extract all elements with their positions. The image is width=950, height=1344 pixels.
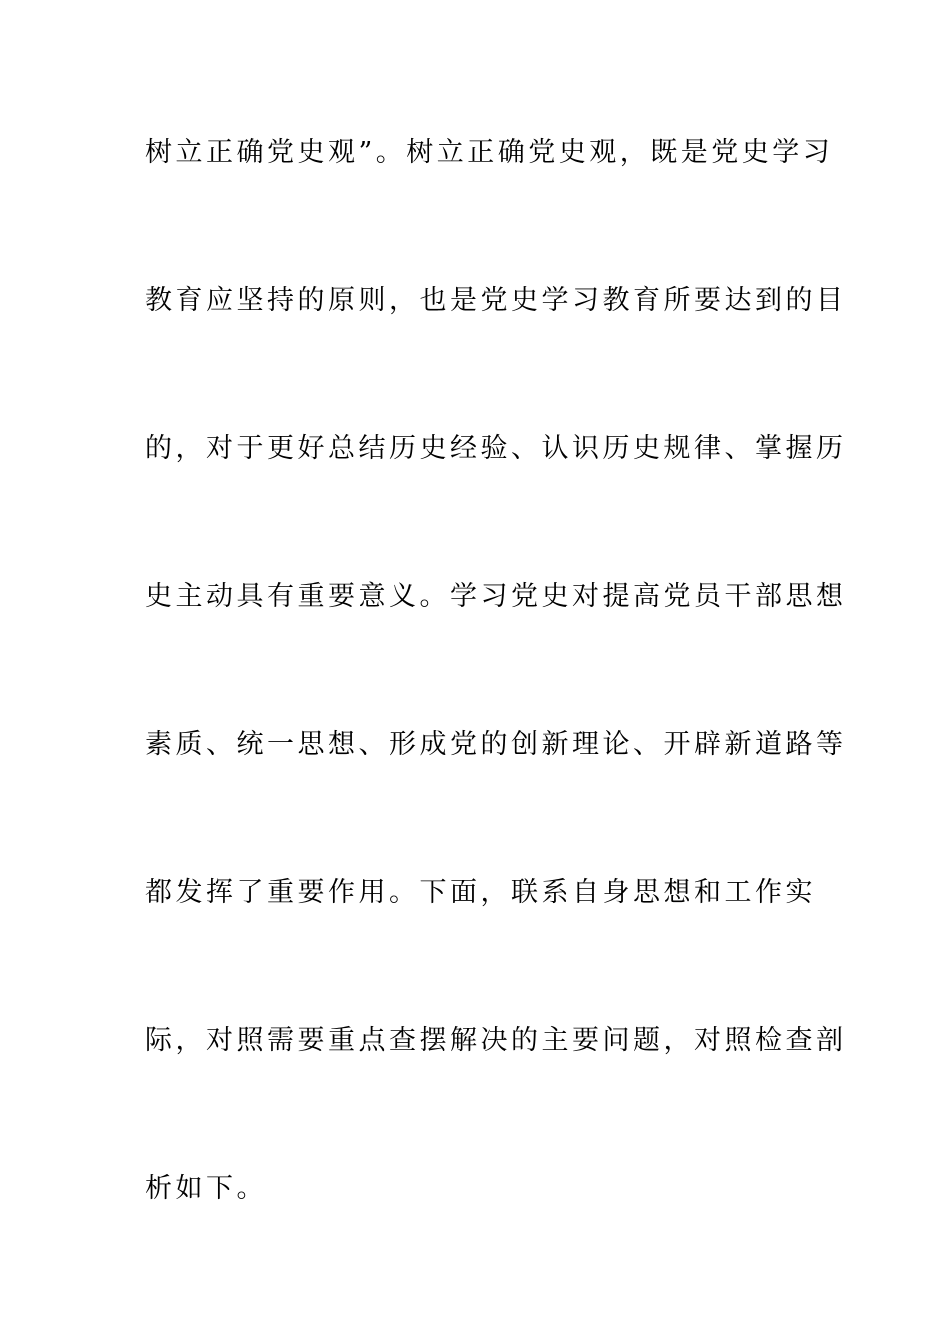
paragraph-line: 都发挥了重要作用。下面，联系自身思想和工作实: [145, 877, 816, 908]
paragraph-line: 史主动具有重要意义。学习党史对提高党员干部思想: [145, 581, 847, 612]
paragraph-line: 素质、统一思想、形成党的创新理论、开辟新道路等: [145, 729, 847, 760]
paragraph-line: 教育应坚持的原则，也是党史学习教育所要达到的目: [145, 285, 847, 316]
paragraph-line: 际，对照需要重点查摆解决的主要问题，对照检查剖: [145, 1025, 847, 1056]
paragraph-line: 的，对于更好总结历史经验、认识历史规律、掌握历: [145, 433, 847, 464]
paragraph-line: 析如下。: [145, 1173, 267, 1204]
body-paragraph: [145, 127, 847, 1311]
paragraph-line: 树立正确党史观”。树立正确党史观，既是党史学习: [145, 137, 834, 168]
